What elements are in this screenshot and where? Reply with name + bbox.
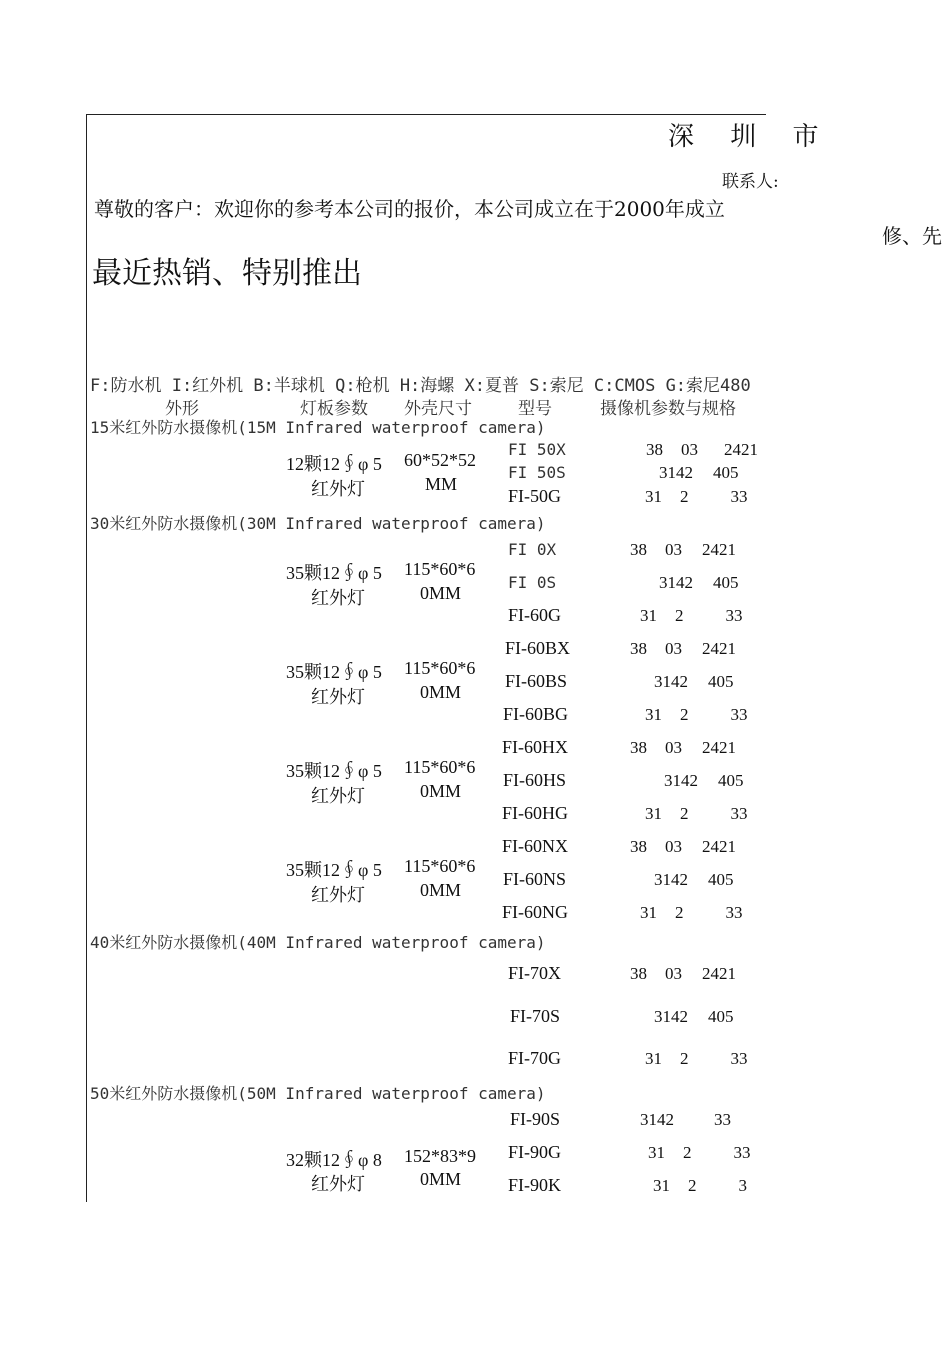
led-spec: 12颗12∮φ 5 [286,454,382,474]
shell-size-unit: 0MM [420,1169,462,1189]
shell-size-unit: MM [425,474,458,494]
spec-values: 31 2 33 [648,1143,751,1162]
model-cell: FI-60BX [505,638,571,658]
spec-values: 38 03 2421 [630,738,736,757]
spec-values: 31 2 33 [640,606,743,625]
shell-size: 115*60*6 [404,658,476,678]
model-cell: FI-60NG [502,902,568,922]
section-title-30m: 30米红外防水摄像机(30M Infrared waterproof camera) [90,514,546,533]
shell-size-unit: 0MM [420,583,462,603]
model-cell: FI-50G [508,486,561,506]
spec-values: 38 03 2421 [630,639,736,658]
company-title: 深 圳 市 [668,122,833,152]
spec-values: 38 03 2421 [630,837,736,856]
col-appearance: 外形 [165,399,199,419]
led-spec-unit: 红外灯 [311,479,365,499]
shell-size-unit: 0MM [420,682,462,702]
spec-values: 31 2 33 [640,903,743,922]
model-cell: FI-60HS [503,770,567,790]
led-spec-unit: 红外灯 [311,786,365,806]
model-cell: FI-60BG [503,704,569,724]
spec-values: 3142 405 [664,771,744,790]
shell-size-unit: 0MM [420,880,462,900]
spec-values: 38 03 2421 [630,964,736,983]
model-cell: FI 50X [508,440,566,459]
section-title-15m: 15米红外防水摄像机(15M Infrared waterproof camera) [90,418,546,437]
spec-values: 3142 405 [654,870,734,889]
greeting-text: 尊敬的客户：欢迎你的参考本公司的报价，本公司成立在于2000年成立 [94,197,725,221]
section-title-50m: 50米红外防水摄像机(50M Infrared waterproof camera) [90,1084,546,1103]
shell-size: 115*60*6 [404,559,476,579]
spec-values: 38 03 2421 [646,440,758,459]
model-cell: FI-70S [510,1006,561,1026]
model-cell: FI 0S [508,573,557,592]
led-spec: 35颗12∮φ 5 [286,563,382,583]
model-cell: FI-90S [510,1109,561,1129]
col-model: 型号 [518,399,552,419]
spec-values: 31 2 33 [645,487,748,506]
frame-top-border [86,114,766,115]
spec-values: 3142 405 [659,573,739,592]
model-cell: FI-60HX [502,737,568,757]
spec-values: 31 2 33 [645,1049,748,1068]
model-cell: FI-90G [508,1142,561,1162]
model-cell: FI-90K [508,1175,561,1195]
model-cell: FI-60NS [503,869,567,889]
led-spec: 32颗12∮φ 8 [286,1150,382,1170]
spec-values: 31 2 33 [645,705,748,724]
col-led: 灯板参数 [300,399,368,419]
model-cell: FI-60G [508,605,561,625]
spec-values: 31 2 33 [645,804,748,823]
hot-sale-title: 最近热销、特别推出 [92,256,362,291]
section-title-40m: 40米红外防水摄像机(40M Infrared waterproof camera) [90,933,546,952]
spec-values: 3142 405 [654,672,734,691]
shell-size: 152*83*9 [404,1146,476,1166]
model-cell: FI-70G [508,1048,561,1068]
col-size: 外壳尺寸 [404,399,472,419]
led-spec: 35颗12∮φ 5 [286,860,382,880]
led-spec: 35颗12∮φ 5 [286,761,382,781]
led-spec-unit: 红外灯 [311,687,365,707]
spec-values: 31 2 3 [653,1176,747,1195]
shell-size: 60*52*52 [404,450,476,470]
model-cell: FI 50S [508,463,566,482]
greeting-overflow-text: 修、先 [882,224,942,248]
shell-size: 115*60*6 [404,757,476,777]
col-specs: 摄像机参数与规格 [600,399,736,419]
legend-text: F:防水机 I:红外机 B:半球机 Q:枪机 H:海螺 X:夏普 S:索尼 C:CMOS G:索尼480 [90,376,751,396]
model-cell: FI-70X [508,963,561,983]
led-spec-unit: 红外灯 [311,885,365,905]
contact-label: 联系人: [722,172,779,192]
spec-values: 3142 405 [654,1007,734,1026]
spec-values: 3142 33 [640,1110,731,1129]
led-spec: 35颗12∮φ 5 [286,662,382,682]
spec-values: 3142 405 [659,463,739,482]
spec-values: 38 03 2421 [630,540,736,559]
model-cell: FI-60BS [505,671,568,691]
model-cell: FI-60NX [502,836,568,856]
shell-size: 115*60*6 [404,856,476,876]
model-cell: FI 0X [508,540,557,559]
shell-size-unit: 0MM [420,781,462,801]
led-spec-unit: 红外灯 [311,588,365,608]
model-cell: FI-60HG [502,803,568,823]
frame-left-border [86,114,87,1202]
led-spec-unit: 红外灯 [311,1174,365,1194]
